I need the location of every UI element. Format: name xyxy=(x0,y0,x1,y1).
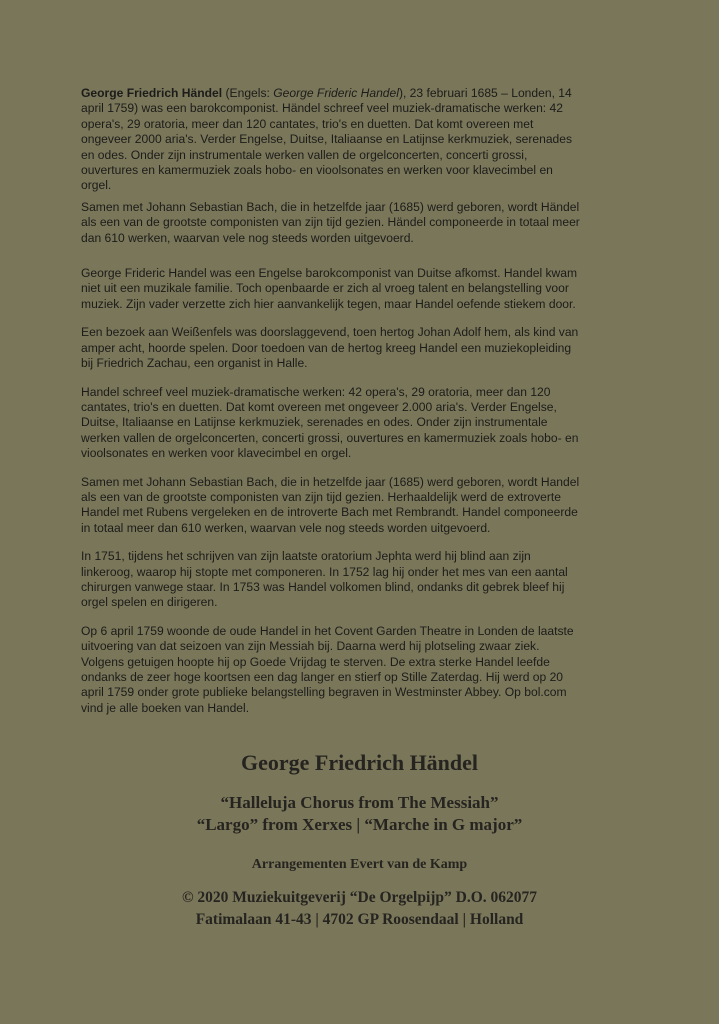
bio-paragraph-4: Een bezoek aan Weißenfels was doorslaggevend, toen hertog Johan Adolf hem, als kind van amper acht, hoorde spelen. Door toedoen van de hertog kreeg Handel een muziekopleiding bij Friedrich Zachau, een organist in Halle. xyxy=(81,325,579,371)
arrangements-credit: Arrangementen Evert van de Kamp xyxy=(251,857,468,872)
bio-paragraph-2: Samen met Johann Sebastian Bach, die in hetzelfde jaar (1685) werd geboren, wordt Händel als een van de grootste componisten van zijn tijd gezien. Händel componeerde in totaal meer dan 610 werken, waarvan vele nog steeds worden uitgevoerd. xyxy=(81,199,580,245)
bio-p1-text-b: ), 23 februari 1685 – Londen, 14 april 1759) was een barokcomponist. Händel schreef veel muziek-dramatische werken: 42 opera's, 29 oratoria, meer dan 120 cantates, trio's en duetten. Dat komt overeen met ongeveer 2000 aria's. Verder Engelse, Duitse, Italiaanse en Latijnse kerkmuziek, serenades en odes. Onder zijn instrumentale werken vallen de orgelconcerten, concerti grossi, ouvertures en kamermuziek zoals hobo- en vioolsonates en werken voor klavecimbel en orgel. xyxy=(81,86,573,193)
copyright-line: © 2020 Muziekuitgeverij “De Orgelpijp” D.O. 062077 xyxy=(181,889,538,906)
composer-name: George Friedrich Händel xyxy=(81,86,223,100)
bio-paragraph-7: In 1751, tijdens het schrijven van zijn laatste oratorium Jephta werd hij blind aan zijn linkeroog, waarop hij stopte met componeren. In 1752 lag hij onder het mes van een aantal chirurgen vanwege staar. In 1753 was Handel volkomen blind, ondanks dit gebrek bleef hij orgel spelen en dirigeren. xyxy=(81,549,568,610)
biography xyxy=(81,86,581,716)
works-line-1: “Halleluja Chorus from The Messiah” xyxy=(220,793,499,812)
bio-p1-text-a: (Engels: xyxy=(222,86,274,100)
english-name: George Frideric Handel xyxy=(273,86,399,100)
colophon-title: George Friedrich Händel xyxy=(240,750,479,775)
bio-paragraph-8: Op 6 april 1759 woonde de oude Handel in het Covent Garden Theatre in Londen de laatste uitvoering van dat seizoen van zijn Messiah bij. Daarna werd hij plotseling zwaar ziek. Volgens getuigen hoopte hij op Goede Vrijdag te sterven. De extra sterke Handel leefde ondanks de zeer hoge koortsen een dag langer en stierf op Stille Zaterdag. Hij werd op 20 april 1759 onder grote publieke belangstelling begraven in Westminster Abbey. Op bol.com vind je alle boeken van Handel. xyxy=(81,623,574,715)
bio-paragraph-3: George Frideric Handel was een Engelse barokcomponist van Duitse afkomst. Handel kwam niet uit een muzikale familie. Toch openbaarde er zich al vroeg talent en belangstelling voor muziek. Zijn vader verzette zich hier aanvankelijk tegen, maar Handel oefende stiekem door. xyxy=(81,266,578,311)
works-line-2: “Largo” from Xerxes | “Marche in G major” xyxy=(196,815,523,834)
bio-paragraph-6: Samen met Johann Sebastian Bach, die in hetzelfde jaar (1685) werd geboren, wordt Handel als een van de grootste componisten van zijn tijd gezien. Herhaaldelijk werd de extroverte Handel met Rubens vergeleken en de introverte Bach met Rembrandt. Handel componeerde in totaal meer dan 610 werken, waarvan vele nog steeds worden uitgevoerd. xyxy=(81,474,580,535)
bio-paragraph-5: Handel schreef veel muziek-dramatische werken: 42 opera's, 29 oratoria, meer dan 120 cantates, trio's en duetten. Dat komt overeen met ongeveer 2.000 aria's. Verder Engelse, Duitse, Italiaanse en Latijnse kerkmuziek, serenades en odes. Onder zijn instrumentale werken vallen de orgelconcerten, concerti grossi, ouvertures en kamermuziek zoals hobo- en vioolsonates en werken voor klavecimbel en orgel. xyxy=(81,384,579,461)
bio-paragraph-1 xyxy=(81,86,581,194)
publisher-address: Fatimalaan 41-43 | 4702 GP Roosendaal | Holland xyxy=(195,911,524,928)
